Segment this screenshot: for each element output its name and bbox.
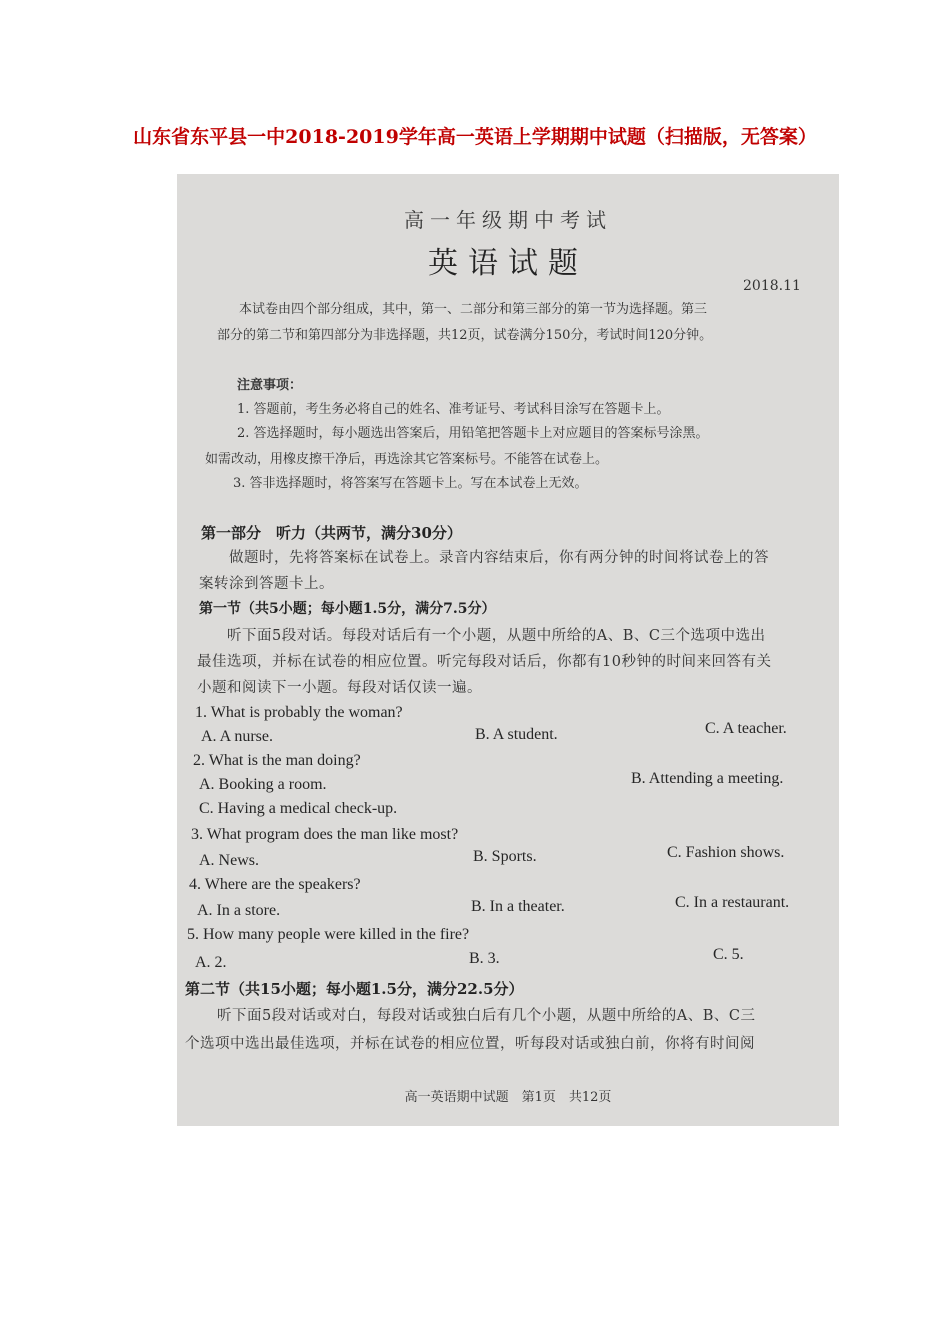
note-3: 3. 答非选择题时，将答案写在答题卡上。写在本试卷上无效。 — [233, 476, 588, 491]
section2-title: 第二节（共15小题；每小题1.5分，满分22.5分） — [185, 980, 524, 998]
intro-line-2: 部分的第二节和第四部分为非选择题，共12页，试卷满分150分，考试时间120分钟。 — [217, 328, 713, 343]
q3-option-a: A. News. — [199, 852, 259, 869]
q3-option-c: C. Fashion shows. — [667, 844, 785, 861]
part1-desc-2: 案转涂到答题卡上。 — [199, 576, 334, 592]
q5-option-c: C. 5. — [713, 946, 744, 963]
q5-option-a: A. 2. — [195, 954, 227, 971]
q4-option-b: B. In a theater. — [471, 898, 565, 915]
question-4: 4. Where are the speakers? — [189, 876, 361, 893]
section2-desc-1: 听下面5段对话或对白，每段对话或独白后有几个小题，从题中所给的A、B、C三 — [217, 1008, 756, 1024]
note-2: 2. 答选择题时，每小题选出答案后，用铅笔把答题卡上对应题目的答案标号涂黑。 — [237, 426, 709, 441]
notes-title: 注意事项： — [237, 378, 303, 393]
note-2-cont: 如需改动，用橡皮擦干净后，再选涂其它答案标号。不能答在试卷上。 — [205, 452, 609, 467]
exam-date: 2018.11 — [743, 278, 801, 294]
intro-line-1: 本试卷由四个部分组成，其中，第一、二部分和第三部分的第一节为选择题。第三 — [239, 302, 708, 317]
document-title: 山东省东平县一中2018-2019学年高一英语上学期期中试题（扫描版，无答案） — [133, 126, 817, 148]
exam-header: 高一年级期中考试 — [404, 208, 612, 232]
page-footer: 高一英语期中试题 第1页 共12页 — [404, 1090, 612, 1105]
section1-desc-2: 最佳选项，并标在试卷的相应位置。听完每段对话后，你都有10秒钟的时间来回答有关 — [197, 654, 772, 670]
q3-option-b: B. Sports. — [473, 848, 537, 865]
section1-title: 第一节（共5小题；每小题1.5分，满分7.5分） — [199, 601, 496, 617]
q2-option-a: A. Booking a room. — [199, 776, 327, 793]
part1-title: 第一部分 听力（共两节，满分30分） — [201, 524, 462, 542]
question-1: 1. What is probably the woman? — [195, 704, 403, 721]
q2-option-c: C. Having a medical check-up. — [199, 800, 398, 817]
part1-desc-1: 做题时，先将答案标在试卷上。录音内容结束后，你有两分钟的时间将试卷上的答 — [229, 550, 769, 566]
question-5: 5. How many people were killed in the fire? — [187, 926, 470, 943]
question-2: 2. What is the man doing? — [193, 752, 361, 769]
section1-desc-3: 小题和阅读下一小题。每段对话仅读一遍。 — [197, 680, 482, 696]
section1-desc-1: 听下面5段对话。每段对话后有一个小题，从题中所给的A、B、C三个选项中选出 — [227, 628, 766, 644]
scanned-exam-page — [177, 174, 839, 1126]
q5-option-b: B. 3. — [469, 950, 500, 967]
q1-option-c: C. A teacher. — [705, 720, 787, 737]
exam-title: 英语试题 — [428, 246, 588, 281]
q1-option-b: B. A student. — [475, 726, 558, 743]
section2-desc-2: 个选项中选出最佳选项，并标在试卷的相应位置，听每段对话或独白前，你将有时间阅 — [185, 1036, 755, 1052]
q4-option-c: C. In a restaurant. — [675, 894, 790, 911]
question-3: 3. What program does the man like most? — [191, 826, 459, 843]
q1-option-a: A. A nurse. — [201, 728, 273, 745]
note-1: 1. 答题前，考生务必将自己的姓名、准考证号、考试科目涂写在答题卡上。 — [237, 402, 670, 417]
q4-option-a: A. In a store. — [197, 902, 281, 919]
q2-option-b: B. Attending a meeting. — [631, 770, 784, 787]
